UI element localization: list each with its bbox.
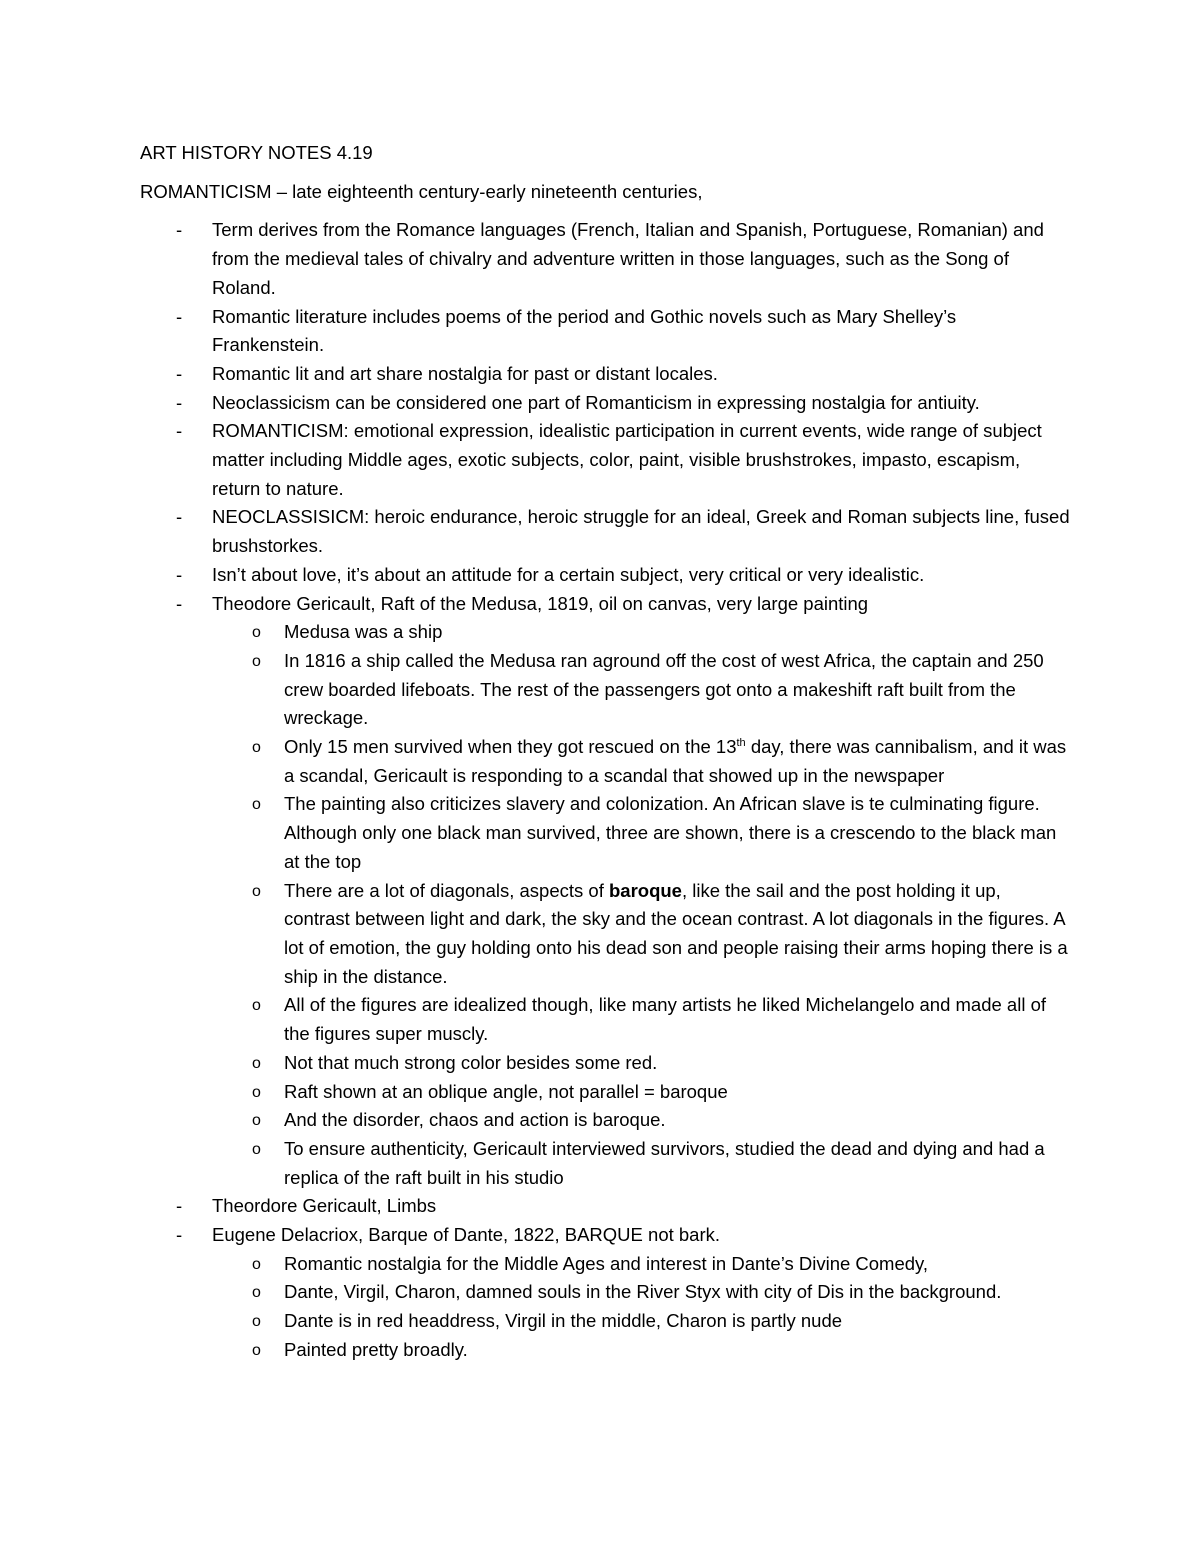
- sub-list-item-text: Dante, Virgil, Charon, damned souls in the River Styx with city of Dis in the background.: [284, 1281, 1002, 1303]
- dash-bullet: -: [176, 362, 183, 384]
- sub-list-item: [212, 991, 1070, 1048]
- dash-bullet: -: [176, 1224, 183, 1246]
- list-item: [140, 1221, 1070, 1365]
- dash-bullet: -: [176, 1195, 183, 1217]
- sub-list-item: [212, 1078, 1070, 1107]
- sub-list-item-text: Medusa was a ship: [284, 621, 443, 643]
- circle-bullet: o: [252, 1284, 261, 1302]
- text-segment: There are a lot of diagonals, aspects of: [284, 879, 609, 901]
- sub-list-item-text: [284, 736, 1066, 786]
- sub-list-item-text: Not that much strong color besides some red.: [284, 1051, 658, 1073]
- notes-list: [140, 216, 1070, 1364]
- sub-list-item-text: Dante is in red headdress, Virgil in the middle, Charon is partly nude: [284, 1310, 843, 1332]
- circle-bullet: o: [252, 1313, 261, 1331]
- circle-bullet: o: [252, 739, 261, 757]
- list-item-text: Neoclassicism can be considered one part of Romanticism in expressing nostalgia for antiuity.: [212, 391, 980, 413]
- sub-list-item-text: All of the figures are idealized though, like many artists he liked Michelangelo and made all of the figures super muscly.: [284, 994, 1047, 1045]
- list-item-text: Romantic lit and art share nostalgia for past or distant locales.: [212, 362, 718, 384]
- sub-list-item: [212, 790, 1070, 876]
- dash-bullet: -: [176, 219, 183, 241]
- circle-bullet: o: [252, 652, 261, 670]
- list-item: [140, 303, 1070, 360]
- sub-list-item: [212, 647, 1070, 733]
- list-item: [140, 503, 1070, 560]
- dash-bullet: -: [176, 563, 183, 585]
- list-item-text: ROMANTICISM: emotional expression, idealistic participation in current events, wide range of subject matter including Middle ages, exotic subjects, color, paint, visible brushstrokes, impasto, escapism, return to nature.: [212, 420, 1042, 499]
- list-item: [140, 389, 1070, 418]
- list-item: [140, 1192, 1070, 1221]
- sub-list-item: [212, 1106, 1070, 1135]
- document-title: ART HISTORY NOTES 4.19: [140, 142, 373, 163]
- sub-list-item-text: And the disorder, chaos and action is baroque.: [284, 1109, 666, 1131]
- dash-bullet: -: [176, 305, 183, 327]
- circle-bullet: o: [252, 624, 261, 642]
- list-item: [140, 360, 1070, 389]
- circle-bullet: o: [252, 882, 261, 900]
- list-item-text: Theordore Gericault, Limbs: [212, 1195, 437, 1217]
- circle-bullet: o: [252, 1140, 261, 1158]
- list-item-text: Isn’t about love, it’s about an attitude for a certain subject, very critical or very idealistic.: [212, 563, 925, 585]
- sub-list-item-text: Painted pretty broadly.: [284, 1338, 468, 1360]
- list-item: [140, 417, 1070, 503]
- circle-bullet: o: [252, 1054, 261, 1072]
- dash-bullet: -: [176, 506, 183, 528]
- list-item-text: Term derives from the Romance languages (French, Italian and Spanish, Portuguese, Romanian) and from the medieval tales of chivalry and adventure written in those languages, such as the Song of Roland.: [212, 219, 1044, 298]
- dante-sublist: [212, 1250, 1070, 1365]
- sub-list-item-text: Raft shown at an oblique angle, not parallel = baroque: [284, 1080, 728, 1102]
- sub-list-item-text: The painting also criticizes slavery and colonization. An African slave is te culminating figure. Although only one black man survived, three are shown, there is a crescendo to the black man at the top: [284, 793, 1057, 872]
- sub-list-item: [212, 1278, 1070, 1307]
- sub-list-item-text: [284, 880, 1068, 987]
- sub-list-item-text: In 1816 a ship called the Medusa ran aground off the cost of west Africa, the captain and 250 crew boarded lifeboats. The rest of the passengers got onto a makeshift raft built from the wreckage.: [284, 649, 1044, 729]
- circle-bullet: o: [252, 1255, 261, 1273]
- intro-line: ROMANTICISM – late eighteenth century-early nineteenth centuries,: [140, 180, 703, 202]
- text-segment: day, there was cannibalism, and it was a scandal, Gericault is responding to a scandal that showed up in the newspaper: [284, 736, 1067, 786]
- sub-list-item-text: To ensure authenticity, Gericault interviewed survivors, studied the dead and dying and had a replica of the raft built in his studio: [284, 1137, 1045, 1188]
- list-item: [140, 561, 1070, 590]
- list-item-text: NEOCLASSISICM: heroic endurance, heroic struggle for an ideal, Greek and Roman subjects line, fused brushstorkes.: [212, 506, 1070, 557]
- sub-list-item: [212, 1336, 1070, 1365]
- circle-bullet: o: [252, 1083, 261, 1101]
- list-item: [140, 216, 1070, 302]
- sub-list-item: [212, 618, 1070, 647]
- list-item-text: Eugene Delacriox, Barque of Dante, 1822, BARQUE not bark.: [212, 1224, 721, 1246]
- list-item-text: Theodore Gericault, Raft of the Medusa, 1819, oil on canvas, very large painting: [212, 592, 869, 614]
- list-item: [140, 590, 1070, 1193]
- sub-list-item-text: Romantic nostalgia for the Middle Ages and interest in Dante’s Divine Comedy,: [284, 1252, 929, 1274]
- sub-list-item: [212, 733, 1070, 790]
- circle-bullet: o: [252, 1112, 261, 1130]
- circle-bullet: o: [252, 997, 261, 1015]
- text-segment: Only 15 men survived when they got rescued on the 13: [284, 736, 737, 758]
- superscript: th: [736, 736, 746, 749]
- sub-list-item: [212, 1250, 1070, 1279]
- circle-bullet: o: [252, 1341, 261, 1359]
- sub-list-item: [212, 1049, 1070, 1078]
- dash-bullet: -: [176, 592, 183, 614]
- sub-list-item: [212, 1307, 1070, 1336]
- raft-sublist: [212, 618, 1070, 1192]
- dash-bullet: -: [176, 420, 183, 442]
- bold-term: baroque: [608, 879, 682, 901]
- sub-list-item: [212, 1135, 1070, 1192]
- sub-list-item: [212, 877, 1070, 992]
- document-body: [140, 139, 1070, 1365]
- dash-bullet: -: [176, 391, 183, 413]
- list-item-text: Romantic literature includes poems of the period and Gothic novels such as Mary Shelley’s Frankenstein.: [212, 305, 957, 356]
- circle-bullet: o: [252, 796, 261, 814]
- text-segment: , like the sail and the post holding it up, contrast between light and dark, the sky and the ocean contrast. A lot diagonals in the figures. A lot of emotion, the guy holding onto his dead son and people raising their arms hoping there is a ship in the distance.: [284, 879, 1068, 987]
